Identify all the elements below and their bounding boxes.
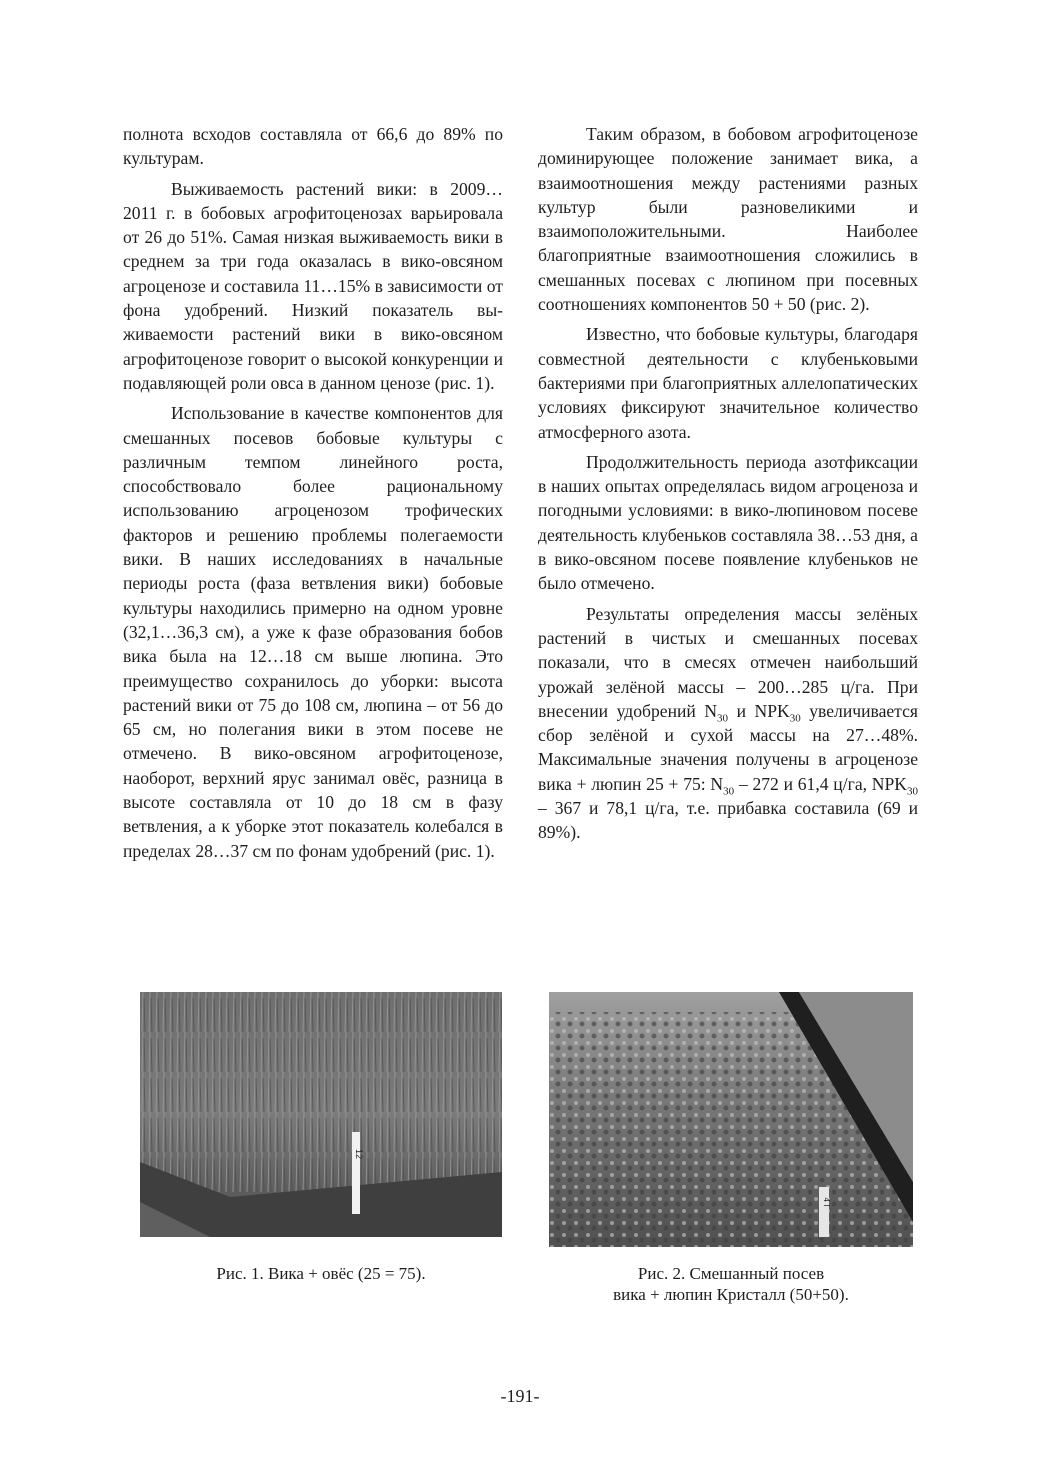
- paragraph: Таким образом, в бобовом агрофитоценозе доминирующее положение занимает вика, а взаимоотношения между растениями разных культур были разновеликими и взаимоположительными. Наиболее благоприятные взаимоотношения сложились в смешанных посевах с люпином при посевных соотношениях компонентов 50 + 50 (рис. 2).: [538, 124, 918, 315]
- left-column: [123, 122, 503, 863]
- paragraph: [538, 602, 918, 845]
- figure-1-photo: [140, 992, 502, 1237]
- paragraph: Использование в качестве компонентов для смешанных посевов бобовые культуры с различным темпом линейного роста, способствовало более рациональному использованию агроценозом трофических факторов и решению проблемы полегаемости вики. В наших исследованиях в начальные периоды роста (фаза ветвления вики) бобовые культуры находились примерно на одном уровне (32,1…36,3 см), а уже к фазе образования бобов вика была на 12…18 см выше люпина. Это преимущество сохранилось до уборки: высота растений вики от 75 до 108 см, люпина – от 56 до 65 см, но полегания вики в этом посеве не отмечено. В вико-овсяном агрофитоценозе, наоборот, верхний ярус занимал овёс, разница в высоте составляла от 10 до 18 см в фазу ветвления, а к уборке этот показатель колебался в пределах 28…37 см по фонам удобрений (рис. 1).: [123, 403, 503, 861]
- text-run: и NPK: [728, 700, 790, 721]
- subscript: 30: [723, 785, 735, 798]
- right-column: [538, 122, 918, 845]
- caption-line: Рис. 2. Смешанный посев: [637, 1264, 825, 1283]
- paragraph: Продолжительность периода азотфиксации в наших опытах определялась видом агроценоза и погодными условиями: в вико-люпиновом посеве деятельность клубеньков составляла 38…53 дня, а в вико-овсяном посеве появление клубеньков не было отмечено.: [538, 451, 918, 594]
- subscript: 30: [789, 712, 801, 725]
- paragraph: Известно, что бобовые культуры, благодаря совместной деятельности с клубеньковыми бактериями при благоприятных аллелопатических условиях фиксируют значительное количество атмосферного азота.: [538, 324, 918, 442]
- figure-1-caption: Рис. 1. Вика + овёс (25 = 75).: [216, 1264, 426, 1283]
- field-marker-stake: [819, 1187, 829, 1237]
- text-run: – 272 и 61,4 ц/га, NPK: [734, 773, 907, 794]
- caption-line: вика + люпин Кристалл (50+50).: [613, 1285, 849, 1304]
- subscript: 30: [717, 712, 729, 725]
- text-run: увеличивается сбор зелёной и сухой массы на 27…48%. Максимальные значения получены в агроценозе вика + люпин 25 + 75: N: [538, 700, 918, 794]
- figure-2-caption: [549, 1263, 913, 1305]
- marker-label: 4 I: [822, 1197, 831, 1207]
- text-run: – 367 и 78,1 ц/га, т.е. прибавка составила (69 и 89%).: [538, 798, 918, 843]
- paragraph: Выживаемость растений вики: в 2009…2011 г. в бобовых агрофитоценозах варьировала от 26 до 51%. Самая низкая выживаемость вики в среднем за три года оказалась в вико-овсяном агроценозе и составила 11…15% в зависимости от фона удобрений. Низкий показатель выживаемости растений вики в вико-овсяном агрофитоценозе говорит о высокой конкуренции и подавляющей роли овса в данном ценозе (рис. 1).: [123, 178, 503, 393]
- field-photo-illustration: [140, 992, 502, 1237]
- marker-label: 12: [354, 1148, 364, 1160]
- subscript: 30: [907, 785, 918, 798]
- paragraph: полнота всходов составляла от 66,6 до 89% по культурам.: [123, 124, 503, 169]
- text-run: Результаты определения массы зелёных растений в чистых и смешанных посевах показали, что в смесях отмечен наибольший урожай зелёной массы – 200…285 ц/га. При внесении удобрений N: [538, 603, 918, 721]
- field-photo-illustration: [549, 992, 913, 1247]
- field-marker-stake: [352, 1132, 360, 1214]
- page-number: -191-: [500, 1386, 540, 1406]
- figure-2-photo: [549, 992, 913, 1247]
